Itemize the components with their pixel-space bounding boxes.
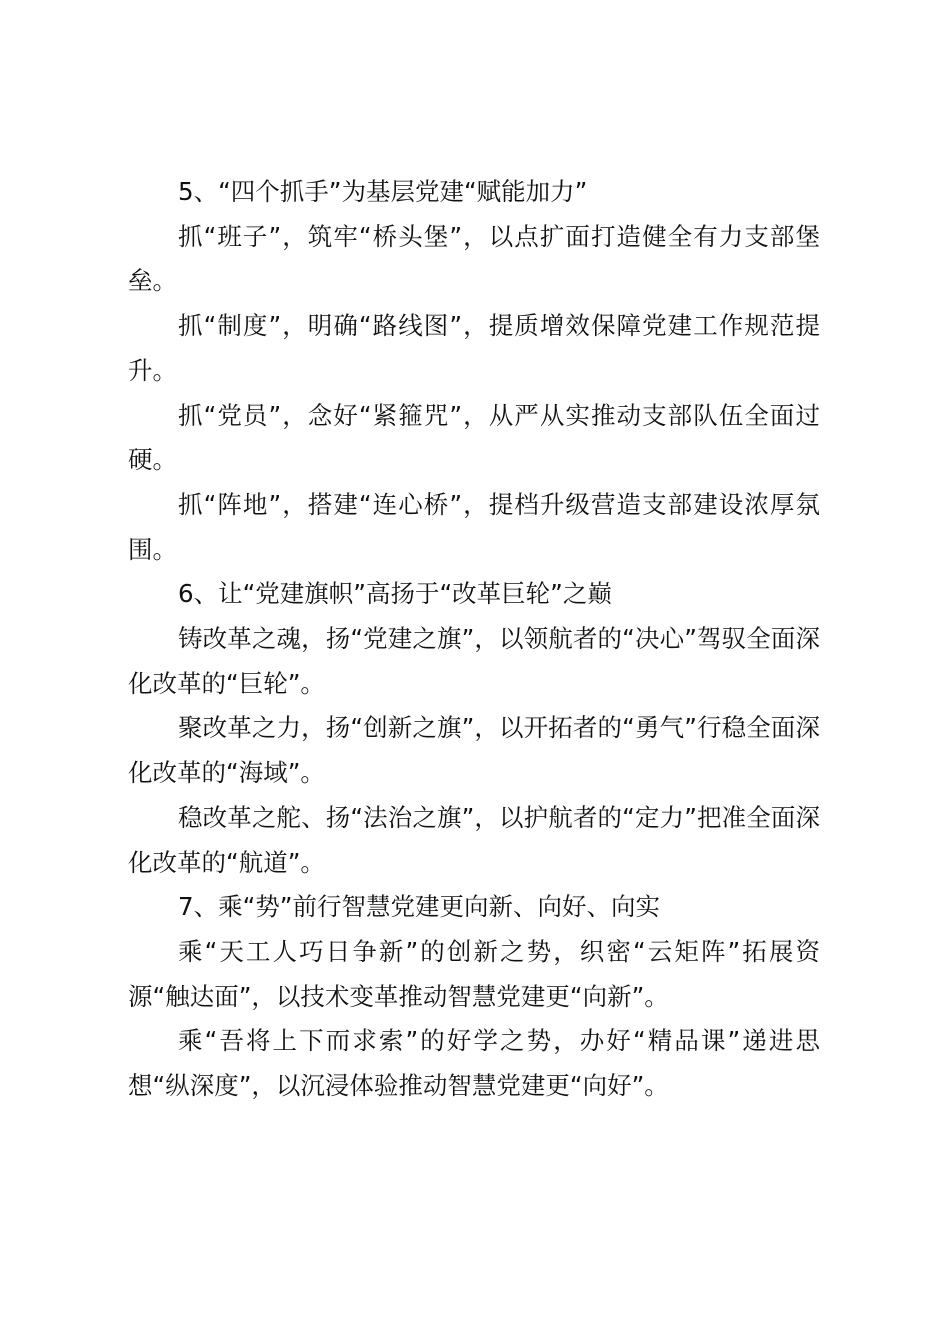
- paragraph-innovation: 乘“天工人巧日争新”的创新之势，织密“云矩阵”拓展资源“触达面”，以技术变革推动智慧党建更“向新”。: [128, 936, 820, 1011]
- section-heading-6: 6、让“党建旗帜”高扬于“改革巨轮”之巅: [178, 579, 612, 609]
- section-heading-5: 5、“四个抓手”为基层党建“赋能加力”: [178, 177, 588, 206]
- paragraph-rudder: 稳改革之舵、扬“法治之旗”，以护航者的“定力”把准全面深化改革的“航道”。: [128, 802, 820, 877]
- paragraph-system: 抓“制度”，明确“路线图”，提质增效保障党建工作规范提升。: [128, 311, 820, 385]
- paragraph-team: 抓“班子”，筑牢“桥头堡”，以点扩面打造健全有力支部堡垒。: [128, 221, 820, 296]
- paragraph-soul: 铸改革之魂，扬“党建之旗”，以领航者的“决心”驾驭全面深化改革的“巨轮”。: [128, 624, 820, 698]
- section-heading-7: 7、乘“势”前行智慧党建更向新、向好、向实: [178, 892, 660, 922]
- paragraph-force: 聚改革之力，扬“创新之旗”，以开拓者的“勇气”行稳全面深化改革的“海域”。: [128, 713, 820, 788]
- paragraph-members: 抓“党员”，念好“紧箍咒”，从严从实推动支部队伍全面过硬。: [128, 400, 820, 475]
- paragraph-learning: 乘“吾将上下而求索”的好学之势，办好“精品课”递进思想“纵深度”，以沉浸体验推动智慧党建更“向好”。: [128, 1026, 820, 1101]
- paragraph-position: 抓“阵地”，搭建“连心桥”，提档升级营造支部建设浓厚氛围。: [128, 489, 820, 564]
- document-page: [128, 170, 820, 1109]
